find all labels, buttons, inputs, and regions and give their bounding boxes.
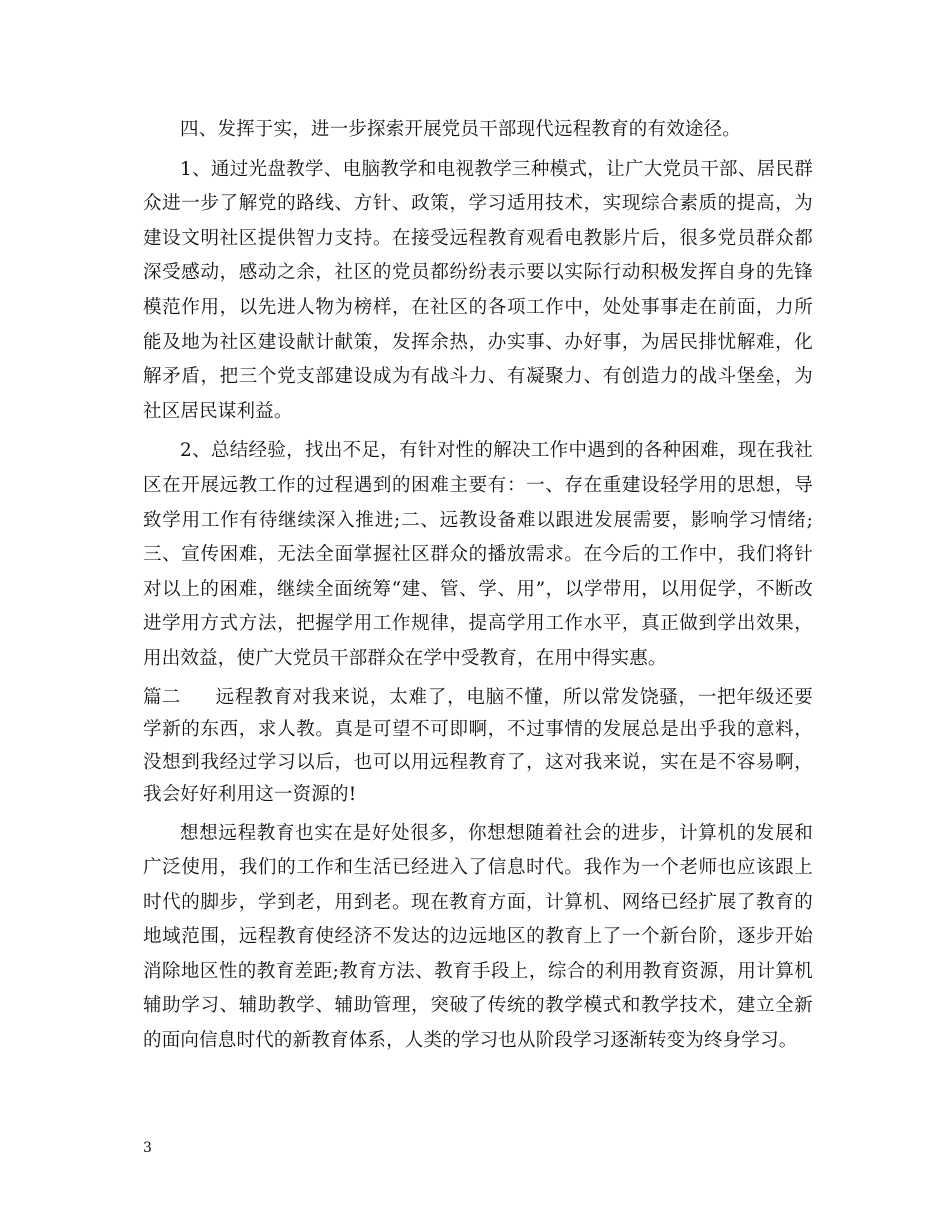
paragraph-final: 想想远程教育也实在是好处很多，你想想随着社会的进步，计算机的发展和广泛使用，我们的工作和生活已经进入了信息时代。我作为一个老师也应该跟上时代的脚步，学到老，用到老。现在教育方面，计算机、网络已经扩展了教育的地域范围，远程教育使经济不发达的边远地区的教育上了一个新台阶，逐步开始消除地区性的教育差距;教育方法、教育手段上，综合的利用教育资源，用计算机辅助学习、辅助教学、辅助管理，突破了传统的教学模式和教学技术，建立全新的面向信息时代的新教育体系，人类的学习也从阶段学习逐渐转变为终身学习。 bbox=[143, 822, 813, 1052]
document-body bbox=[143, 113, 813, 1064]
section-2-paragraph bbox=[143, 682, 813, 812]
paragraph-2: 2、总结经验，找出不足，有针对性的解决工作中遇到的各种困难，现在我社区在开展远教工作的过程遇到的困难主要有：一、存在重建设轻学用的思想，导致学用工作有待继续深入推进;二、远教设备难以跟进发展需要，影响学习情绪;三、宣传困难，无法全面掌握社区群众的播放需求。在今后的工作中，我们将针对以上的困难，继续全面统筹“建、管、学、用”，以学带用，以用促学，不断改进学用方式方法，把握学用工作规律，提高学用工作水平，真正做到学出效果，用出效益，使广大党员干部群众在学中受教育，在用中得实惠。 bbox=[143, 440, 813, 669]
section-2-text: 远程教育对我来说，太难了，电脑不懂，所以常发饶骚，一把年级还要学新的东西，求人教。真是可望不可即啊，不过事情的发展总是出乎我的意料，没想到我经过学习以后，也可以用远程教育了，这对我来说，实在是不容易啊，我会好好利用这一资源的! bbox=[143, 686, 813, 805]
section-heading: 四、发挥于实，进一步探索开展党员干部现代远程教育的有效途径。 bbox=[180, 119, 742, 140]
section-2-label: 篇二 bbox=[143, 686, 181, 708]
paragraph-1: 1、通过光盘教学、电脑教学和电视教学三种模式，让广大党员干部、居民群众进一步了解党的路线、方针、政策，学习适用技术，实现综合素质的提高，为建设文明社区提供智力支持。在接受远程教育观看电教影片后，很多党员群众都深受感动，感动之余，社区的党员都纷纷表示要以实际行动积极发挥自身的先锋模范作用，以先进人物为榜样，在社区的各项工作中，处处事事走在前面，力所能及地为社区建设献计献策，发挥余热，办实事、办好事，为居民排忧解难，化解矛盾，把三个党支部建设成为有战斗力、有凝聚力、有创造力的战斗堡垒，为社区居民谋利益。 bbox=[143, 158, 813, 422]
page-number: 3 bbox=[143, 1140, 152, 1156]
